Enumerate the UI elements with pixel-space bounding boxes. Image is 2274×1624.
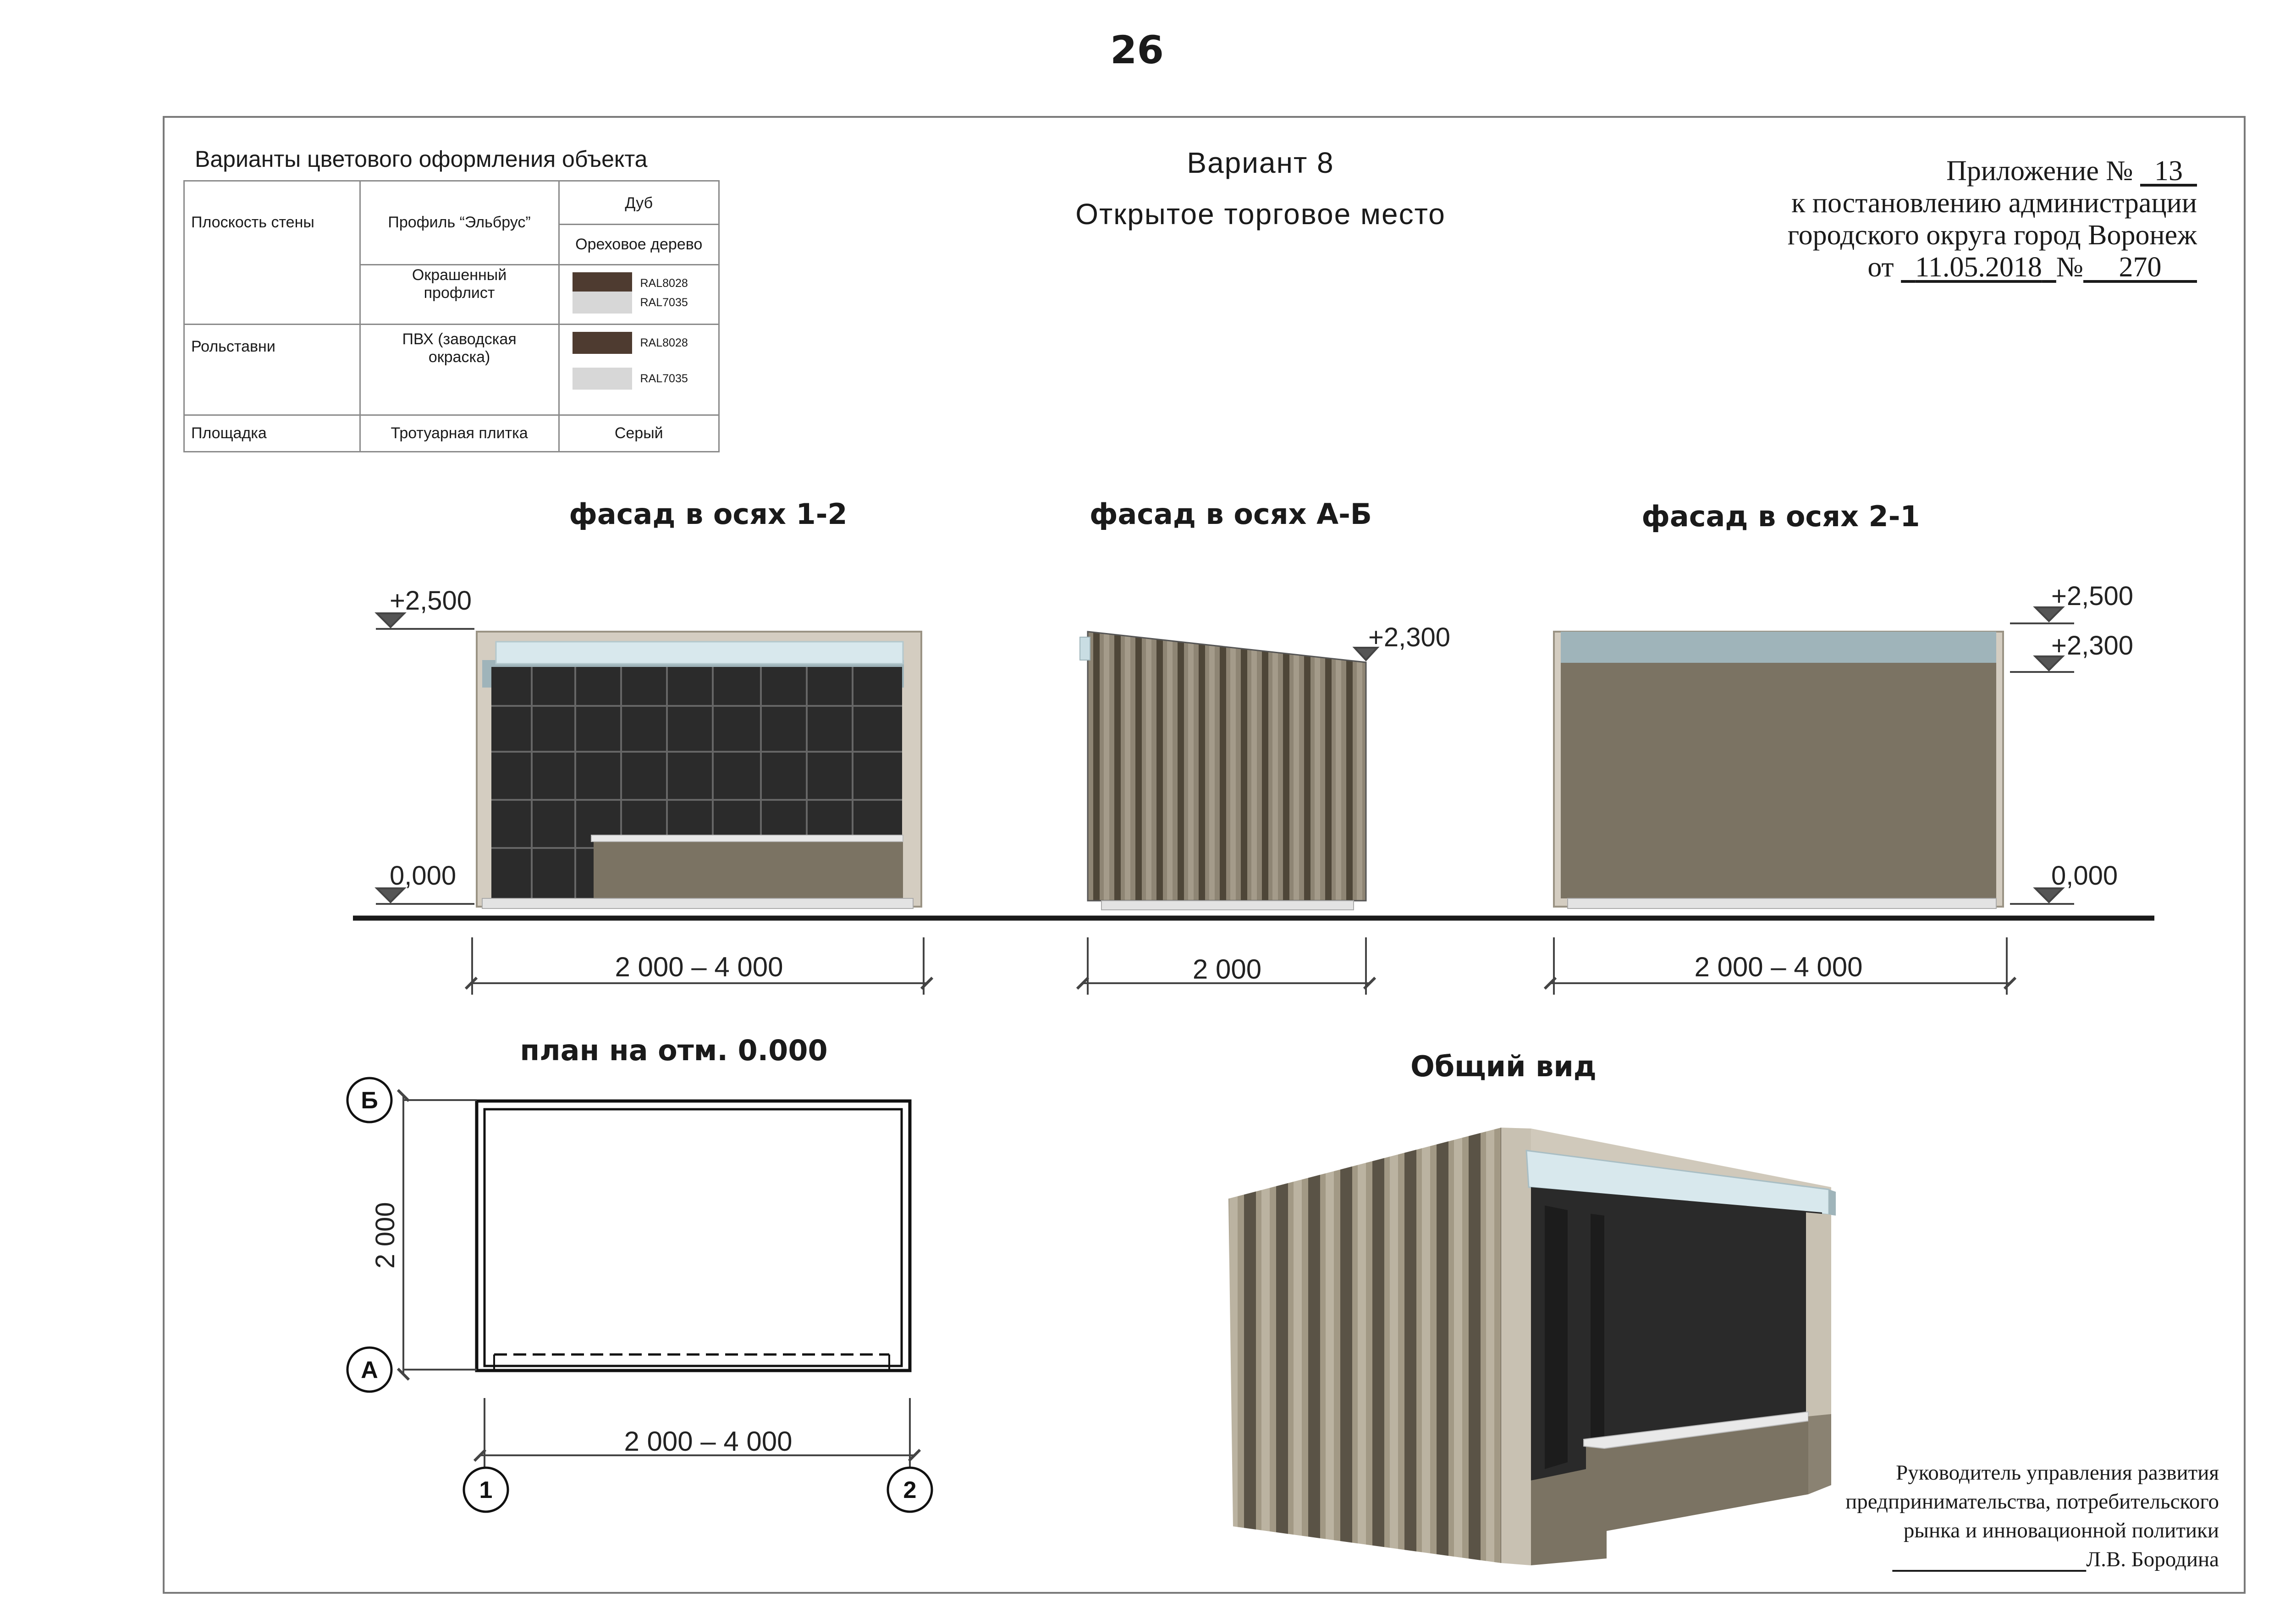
- signature-line4: Л.В. Бородина: [1623, 1545, 2219, 1574]
- pvc-cell: ПВХ (заводская окраска): [360, 325, 559, 415]
- dim-plan-depth: 2 000: [370, 1202, 400, 1269]
- dim-facade-a-b: 2 000: [1192, 954, 1262, 985]
- appendix-number: 13: [2154, 155, 2183, 187]
- painted-profile-cell: Окрашенный профлист: [360, 265, 559, 325]
- rolling-shutters-cell: Рольставни: [184, 325, 360, 415]
- mark-2300-right: +2,300: [2051, 631, 2134, 661]
- walnut-cell: Ореховое дерево: [559, 225, 719, 265]
- wall-plane-cell: Плоскость стены: [184, 181, 360, 325]
- appendix-line4: от 11.05.2018 № 270: [1670, 251, 2197, 283]
- appendix-line1: Приложение № 13: [1670, 155, 2197, 187]
- signature-line3: рынка и инновационной политики: [1903, 1519, 2219, 1542]
- axis-1-label: 1: [479, 1477, 493, 1503]
- signature-block: [1623, 1459, 2219, 1574]
- facade-1-2: [477, 632, 921, 908]
- facade-2-1: [1554, 632, 2003, 908]
- gray-cell: Серый: [559, 415, 719, 452]
- dim-facade-2-1: 2 000 – 4 000: [1694, 952, 1863, 982]
- page-number: 26: [1110, 28, 1164, 72]
- mark-zero-left: 0,000: [390, 861, 457, 891]
- platform-cell: Площадка: [184, 415, 360, 452]
- color-table-title: Варианты цветового оформления объекта: [195, 146, 648, 172]
- signature-blank: [1892, 1547, 2086, 1571]
- appendix-doc-number: 270: [2119, 252, 2162, 283]
- swatch-code: RAL8028: [640, 276, 688, 290]
- facade-1-2-title: фасад в осях 1-2: [569, 497, 848, 531]
- variant-subtitle: Открытое торговое место: [1075, 198, 1446, 231]
- appendix-date: 11.05.2018: [1915, 252, 2042, 283]
- oak-cell: Дуб: [559, 181, 719, 225]
- dim-plan-width: 2 000 – 4 000: [624, 1426, 793, 1457]
- floor-plan: [477, 1101, 910, 1371]
- swatch-code: RAL7035: [640, 372, 688, 385]
- axis-2-label: 2: [903, 1477, 917, 1503]
- swatch-code: RAL8028: [640, 336, 688, 349]
- appendix-line3: городского округа город Воронеж: [1787, 220, 2197, 251]
- mark-zero-right: 0,000: [2051, 861, 2118, 891]
- mark-2300-side: +2,300: [1368, 622, 1451, 652]
- profile-cell: Профиль “Эльбрус”: [360, 181, 559, 265]
- appendix-line2: к постановлению администрации: [1791, 187, 2197, 219]
- signature-line2: предпринимательства, потребительского: [1845, 1490, 2219, 1514]
- mark-2500-left: +2,500: [390, 586, 472, 616]
- swatch-code: RAL7035: [640, 296, 688, 309]
- axis-b-label: Б: [361, 1087, 378, 1114]
- plan-title: план на отм. 0.000: [520, 1034, 828, 1067]
- general-view-title: Общий вид: [1410, 1050, 1597, 1083]
- facade-a-b: [1080, 632, 1366, 910]
- paving-cell: Тротуарная плитка: [360, 415, 559, 452]
- facade-2-1-title: фасад в осях 2-1: [1641, 500, 1920, 533]
- signature-line1: Руководитель управления развития: [1896, 1461, 2219, 1485]
- variant-title: Вариант 8: [1187, 146, 1334, 179]
- dim-facade-1-2: 2 000 – 4 000: [615, 952, 783, 982]
- plan-dimensions: [403, 1096, 914, 1471]
- axis-a-label: А: [361, 1357, 378, 1383]
- facade-a-b-title: фасад в осях А-Б: [1089, 497, 1372, 531]
- mark-2500-right: +2,500: [2051, 581, 2134, 611]
